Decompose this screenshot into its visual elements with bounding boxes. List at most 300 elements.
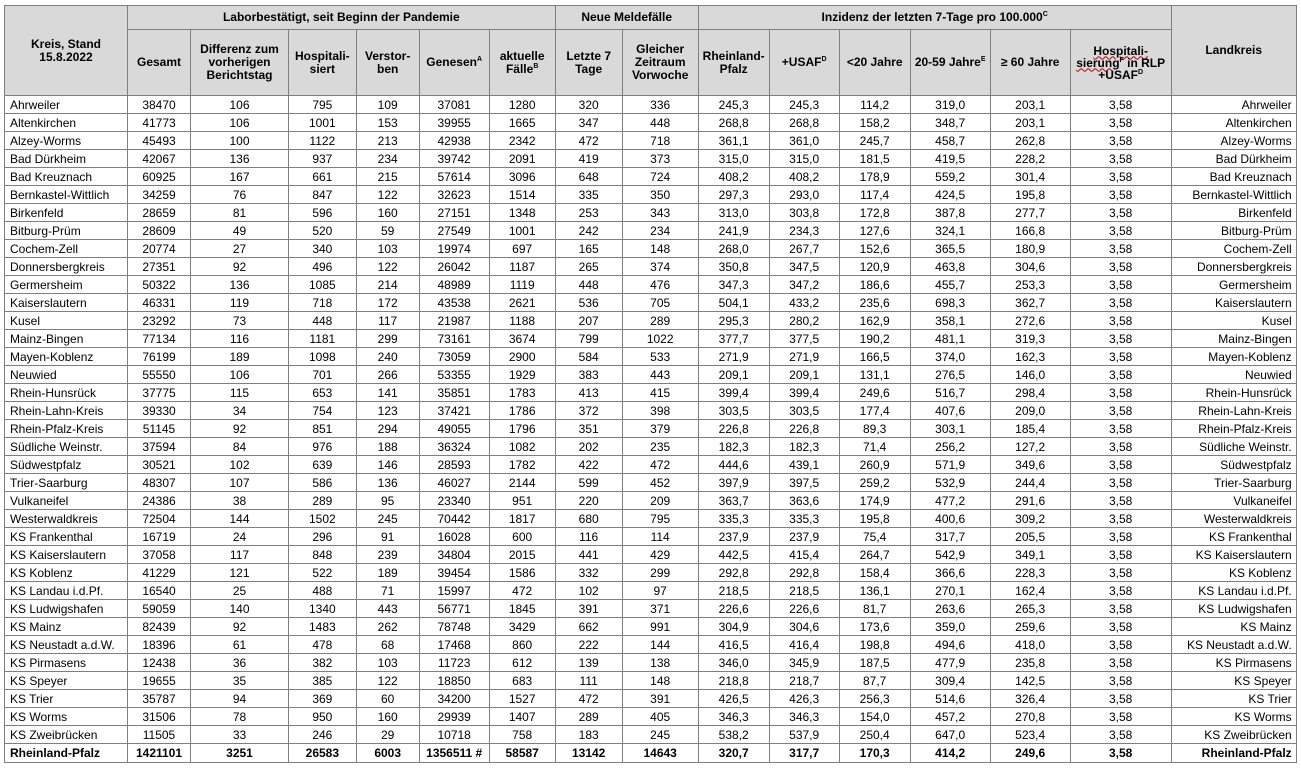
table-body	[5, 96, 1297, 763]
cell-gesamt: 37775	[128, 384, 191, 402]
cell-aktuelle: 1188	[489, 312, 555, 330]
cell-rlp: 361,1	[698, 132, 769, 150]
genesen-sup: A	[476, 56, 483, 63]
cell-hospitalisierung: 3,58	[1070, 258, 1171, 276]
cell-u20: 154,0	[839, 708, 910, 726]
cell-j2059: 358,1	[910, 312, 990, 330]
cell-letzte7: 351	[555, 420, 622, 438]
cell-hospitalisiert: 246	[289, 726, 357, 744]
cell-usaf: 346,3	[769, 708, 839, 726]
table-row	[5, 456, 1297, 474]
cell-j2059: 481,1	[910, 330, 990, 348]
cell-rlp: 426,5	[698, 690, 769, 708]
cell-j2059: 319,0	[910, 96, 990, 114]
cell-differenz: 25	[191, 582, 289, 600]
cell-differenz: 38	[191, 492, 289, 510]
cell-genesen: 37421	[419, 402, 489, 420]
cell-aktuelle: 2015	[489, 546, 555, 564]
cell-letzte7: 472	[555, 132, 622, 150]
cell-rlp: 538,2	[698, 726, 769, 744]
cell-hospitalisierung: 3,58	[1070, 636, 1171, 654]
cell-differenz: 117	[191, 546, 289, 564]
cell-aktuelle: 58587	[489, 744, 555, 763]
cell-gesamt: 60925	[128, 168, 191, 186]
cell-gesamt: 82439	[128, 618, 191, 636]
cell-gleicher: 1022	[622, 330, 698, 348]
cell-j2059: 387,8	[910, 204, 990, 222]
cell-hospitalisierung: 3,58	[1070, 726, 1171, 744]
cell-differenz: 49	[191, 222, 289, 240]
cell-hospitalisiert: 1122	[289, 132, 357, 150]
cell-usaf: 347,5	[769, 258, 839, 276]
cell-hospitalisiert: 701	[289, 366, 357, 384]
cell-landkreis: Bernkastel-Wittlich	[1171, 186, 1296, 204]
cell-genesen: 70442	[419, 510, 489, 528]
cell-genesen: 39454	[419, 564, 489, 582]
header-gesamt: Gesamt	[128, 30, 191, 96]
cell-usaf: 304,6	[769, 618, 839, 636]
cell-hospitalisiert: 1502	[289, 510, 357, 528]
cell-hospitalisierung: 3,58	[1070, 420, 1171, 438]
cell-landkreis: Südwestpfalz	[1171, 456, 1296, 474]
table-row	[5, 726, 1297, 744]
cell-verstorben: 160	[356, 708, 419, 726]
cell-aktuelle: 1586	[489, 564, 555, 582]
cell-aktuelle: 1796	[489, 420, 555, 438]
cell-usaf: 433,2	[769, 294, 839, 312]
cell-landkreis: Rhein-Lahn-Kreis	[1171, 402, 1296, 420]
cell-differenz: 102	[191, 456, 289, 474]
header-verstorben: Verstor- ben	[356, 30, 419, 96]
cell-differenz: 27	[191, 240, 289, 258]
cell-kreis: Westerwaldkreis	[5, 510, 128, 528]
cell-rlp: 408,2	[698, 168, 769, 186]
cell-kreis: Birkenfeld	[5, 204, 128, 222]
cell-landkreis: KS Zweibrücken	[1171, 726, 1296, 744]
cell-gesamt: 48307	[128, 474, 191, 492]
cell-differenz: 73	[191, 312, 289, 330]
cell-gleicher: 343	[622, 204, 698, 222]
inzidenz-label: Inzidenz der letzten 7-Tage pro 100.000	[821, 10, 1043, 24]
cell-genesen: 1356511 #	[419, 744, 489, 763]
cell-j2059: 365,5	[910, 240, 990, 258]
cell-aktuelle: 1929	[489, 366, 555, 384]
cell-rlp: 218,8	[698, 672, 769, 690]
table-container	[4, 5, 1297, 763]
cell-verstorben: 91	[356, 528, 419, 546]
cell-gesamt: 41773	[128, 114, 191, 132]
cell-j2059: 477,9	[910, 654, 990, 672]
header-hospitalisiert: Hospitali- siert	[289, 30, 357, 96]
cell-aktuelle: 2091	[489, 150, 555, 168]
cell-verstorben: 245	[356, 510, 419, 528]
table-row	[5, 312, 1297, 330]
cell-letzte7: 372	[555, 402, 622, 420]
cell-hospitalisierung: 3,58	[1070, 204, 1171, 222]
cell-rlp: 303,5	[698, 402, 769, 420]
cell-landkreis: Rhein-Hunsrück	[1171, 384, 1296, 402]
hosp-b-sup: F	[1119, 56, 1124, 64]
cell-landkreis: Birkenfeld	[1171, 204, 1296, 222]
cell-u20: 187,5	[839, 654, 910, 672]
cell-verstorben: 95	[356, 492, 419, 510]
cell-u20: 181,5	[839, 150, 910, 168]
cell-genesen: 16028	[419, 528, 489, 546]
header-gleicher: Gleicher Zeitraum Vorwoche	[622, 30, 698, 96]
cell-landkreis: Mayen-Koblenz	[1171, 348, 1296, 366]
header-group-inzidenz	[698, 6, 1171, 30]
cell-genesen: 36324	[419, 438, 489, 456]
cell-kreis: KS Koblenz	[5, 564, 128, 582]
cell-letzte7: 648	[555, 168, 622, 186]
cell-u20: 260,9	[839, 456, 910, 474]
cell-rlp: 350,8	[698, 258, 769, 276]
cell-j2059: 303,1	[910, 420, 990, 438]
cell-verstorben: 103	[356, 240, 419, 258]
cell-usaf: 377,5	[769, 330, 839, 348]
cell-verstorben: 160	[356, 204, 419, 222]
header-differenz: Differenz zum vorherigen Berichtstag	[191, 30, 289, 96]
cell-genesen: 27151	[419, 204, 489, 222]
cell-kreis: Südwestpfalz	[5, 456, 128, 474]
cell-verstorben: 122	[356, 186, 419, 204]
cell-usaf: 292,8	[769, 564, 839, 582]
cell-rlp: 397,9	[698, 474, 769, 492]
cell-landkreis: Südliche Weinstr.	[1171, 438, 1296, 456]
cell-differenz: 106	[191, 114, 289, 132]
cell-aktuelle: 2900	[489, 348, 555, 366]
cell-gleicher: 148	[622, 672, 698, 690]
cell-j2059: 256,2	[910, 438, 990, 456]
cell-genesen: 37081	[419, 96, 489, 114]
cell-verstorben: 71	[356, 582, 419, 600]
cell-hospitalisierung: 3,58	[1070, 294, 1171, 312]
cell-rlp: 271,9	[698, 348, 769, 366]
cell-aktuelle: 2621	[489, 294, 555, 312]
cell-u20: 259,2	[839, 474, 910, 492]
cell-hospitalisierung: 3,58	[1070, 510, 1171, 528]
cell-usaf: 209,1	[769, 366, 839, 384]
cell-hospitalisiert: 26583	[289, 744, 357, 763]
cell-hospitalisiert: 488	[289, 582, 357, 600]
cell-gesamt: 23292	[128, 312, 191, 330]
cell-usaf: 315,0	[769, 150, 839, 168]
cell-j2059: 424,5	[910, 186, 990, 204]
cell-gleicher: 336	[622, 96, 698, 114]
table-row	[5, 528, 1297, 546]
cell-rlp: 245,3	[698, 96, 769, 114]
cell-kreis: Rheinland-Pfalz	[5, 744, 128, 763]
cell-u20: 177,4	[839, 402, 910, 420]
cell-kreis: Vulkaneifel	[5, 492, 128, 510]
cell-aktuelle: 3674	[489, 330, 555, 348]
cell-differenz: 34	[191, 402, 289, 420]
cell-usaf: 415,4	[769, 546, 839, 564]
cell-gesamt: 50322	[128, 276, 191, 294]
cell-gleicher: 452	[622, 474, 698, 492]
cell-usaf: 397,5	[769, 474, 839, 492]
cell-gesamt: 27351	[128, 258, 191, 276]
cell-gesamt: 28609	[128, 222, 191, 240]
cell-g60: 195,8	[990, 186, 1070, 204]
cell-g60: 244,4	[990, 474, 1070, 492]
cell-usaf: 361,0	[769, 132, 839, 150]
cell-u20: 186,6	[839, 276, 910, 294]
cell-usaf: 237,9	[769, 528, 839, 546]
cell-u20: 195,8	[839, 510, 910, 528]
cell-u20: 117,4	[839, 186, 910, 204]
table-row	[5, 96, 1297, 114]
cell-j2059: 366,6	[910, 564, 990, 582]
cell-differenz: 140	[191, 600, 289, 618]
header-u20: <20 Jahre	[839, 30, 910, 96]
cell-gesamt: 18396	[128, 636, 191, 654]
cell-landkreis: Rhein-Pfalz-Kreis	[1171, 420, 1296, 438]
cell-kreis: Mayen-Koblenz	[5, 348, 128, 366]
cell-verstorben: 141	[356, 384, 419, 402]
cell-hospitalisierung: 3,58	[1070, 132, 1171, 150]
table-row	[5, 204, 1297, 222]
cell-usaf: 399,4	[769, 384, 839, 402]
cell-u20: 170,3	[839, 744, 910, 763]
cell-verstorben: 234	[356, 150, 419, 168]
cell-kreis: Trier-Saarburg	[5, 474, 128, 492]
cell-g60: 523,4	[990, 726, 1070, 744]
cell-j2059: 414,2	[910, 744, 990, 763]
cell-hospitalisierung: 3,58	[1070, 366, 1171, 384]
cell-j2059: 477,2	[910, 492, 990, 510]
cell-usaf: 363,6	[769, 492, 839, 510]
cell-verstorben: 262	[356, 618, 419, 636]
cell-verstorben: 213	[356, 132, 419, 150]
cell-hospitalisiert: 369	[289, 690, 357, 708]
cell-aktuelle: 1001	[489, 222, 555, 240]
cell-differenz: 100	[191, 132, 289, 150]
cell-verstorben: 6003	[356, 744, 419, 763]
cell-gesamt: 38470	[128, 96, 191, 114]
cell-g60: 319,3	[990, 330, 1070, 348]
table-row	[5, 186, 1297, 204]
cell-differenz: 136	[191, 276, 289, 294]
cell-kreis: Ahrweiler	[5, 96, 128, 114]
cell-hospitalisierung: 3,58	[1070, 222, 1171, 240]
cell-j2059: 359,0	[910, 618, 990, 636]
cell-kreis: Altenkirchen	[5, 114, 128, 132]
cell-g60: 249,6	[990, 744, 1070, 763]
cell-g60: 304,6	[990, 258, 1070, 276]
cell-letzte7: 220	[555, 492, 622, 510]
cell-aktuelle: 1817	[489, 510, 555, 528]
cell-kreis: Cochem-Zell	[5, 240, 128, 258]
cell-hospitalisiert: 639	[289, 456, 357, 474]
cell-j2059: 263,6	[910, 600, 990, 618]
cell-hospitalisierung: 3,58	[1070, 438, 1171, 456]
cell-hospitalisiert: 661	[289, 168, 357, 186]
cell-differenz: 92	[191, 258, 289, 276]
cell-letzte7: 320	[555, 96, 622, 114]
cell-hospitalisiert: 522	[289, 564, 357, 582]
cell-genesen: 15997	[419, 582, 489, 600]
table-row	[5, 672, 1297, 690]
cell-letzte7: 253	[555, 204, 622, 222]
cell-usaf: 439,1	[769, 456, 839, 474]
cell-rlp: 226,6	[698, 600, 769, 618]
cell-gesamt: 55550	[128, 366, 191, 384]
cell-gesamt: 19655	[128, 672, 191, 690]
cell-gleicher: 415	[622, 384, 698, 402]
cell-genesen: 43538	[419, 294, 489, 312]
cell-usaf: 182,3	[769, 438, 839, 456]
cell-hospitalisierung: 3,58	[1070, 276, 1171, 294]
cell-g60: 253,3	[990, 276, 1070, 294]
cell-u20: 174,9	[839, 492, 910, 510]
cell-g60: 142,5	[990, 672, 1070, 690]
cell-verstorben: 59	[356, 222, 419, 240]
cell-verstorben: 172	[356, 294, 419, 312]
header-landkreis: Landkreis	[1171, 6, 1296, 96]
cell-u20: 190,2	[839, 330, 910, 348]
cell-genesen: 39955	[419, 114, 489, 132]
cell-kreis: Kusel	[5, 312, 128, 330]
j2059-sup: E	[980, 56, 986, 63]
cell-gleicher: 144	[622, 636, 698, 654]
cell-hospitalisiert: 718	[289, 294, 357, 312]
cell-genesen: 11723	[419, 654, 489, 672]
header-g60: ≥ 60 Jahre	[990, 30, 1070, 96]
table-row	[5, 420, 1297, 438]
cell-letzte7: 207	[555, 312, 622, 330]
cell-hospitalisiert: 496	[289, 258, 357, 276]
cell-gleicher: 718	[622, 132, 698, 150]
cell-verstorben: 299	[356, 330, 419, 348]
cell-differenz: 81	[191, 204, 289, 222]
cell-hospitalisiert: 950	[289, 708, 357, 726]
header-usaf	[769, 30, 839, 96]
cell-j2059: 458,7	[910, 132, 990, 150]
cell-rlp: 292,8	[698, 564, 769, 582]
cell-gesamt: 76199	[128, 348, 191, 366]
cell-genesen: 23340	[419, 492, 489, 510]
cell-letzte7: 116	[555, 528, 622, 546]
cell-genesen: 73059	[419, 348, 489, 366]
cell-landkreis: KS Frankenthal	[1171, 528, 1296, 546]
cell-kreis: KS Pirmasens	[5, 654, 128, 672]
cell-hospitalisiert: 847	[289, 186, 357, 204]
cell-genesen: 34200	[419, 690, 489, 708]
table-row	[5, 438, 1297, 456]
cell-gleicher: 379	[622, 420, 698, 438]
cell-landkreis: KS Trier	[1171, 690, 1296, 708]
cell-landkreis: Rheinland-Pfalz	[1171, 744, 1296, 763]
table-row	[5, 258, 1297, 276]
cell-usaf: 317,7	[769, 744, 839, 763]
cell-g60: 272,6	[990, 312, 1070, 330]
cell-genesen: 57614	[419, 168, 489, 186]
cell-genesen: 49055	[419, 420, 489, 438]
cell-gesamt: 16719	[128, 528, 191, 546]
cell-rlp: 346,3	[698, 708, 769, 726]
cell-hospitalisierung: 3,58	[1070, 150, 1171, 168]
cell-differenz: 94	[191, 690, 289, 708]
cell-letzte7: 139	[555, 654, 622, 672]
cell-letzte7: 536	[555, 294, 622, 312]
cell-j2059: 270,1	[910, 582, 990, 600]
cell-u20: 172,8	[839, 204, 910, 222]
cell-hospitalisierung: 3,58	[1070, 492, 1171, 510]
cell-j2059: 698,3	[910, 294, 990, 312]
cell-g60: 291,6	[990, 492, 1070, 510]
hosp-a: Hospitali-	[1093, 43, 1148, 58]
cell-differenz: 121	[191, 564, 289, 582]
cell-landkreis: Westerwaldkreis	[1171, 510, 1296, 528]
cell-kreis: Donnersbergkreis	[5, 258, 128, 276]
total-row	[5, 744, 1297, 763]
cell-aktuelle: 3096	[489, 168, 555, 186]
table-row	[5, 654, 1297, 672]
cell-genesen: 53355	[419, 366, 489, 384]
cell-g60: 162,3	[990, 348, 1070, 366]
cell-rlp: 399,4	[698, 384, 769, 402]
cell-g60: 277,7	[990, 204, 1070, 222]
cell-rlp: 363,7	[698, 492, 769, 510]
cell-landkreis: KS Koblenz	[1171, 564, 1296, 582]
cell-rlp: 347,3	[698, 276, 769, 294]
cell-usaf: 234,3	[769, 222, 839, 240]
cell-letzte7: 419	[555, 150, 622, 168]
cell-verstorben: 215	[356, 168, 419, 186]
cell-usaf: 218,5	[769, 582, 839, 600]
cell-hospitalisiert: 596	[289, 204, 357, 222]
cell-j2059: 309,4	[910, 672, 990, 690]
cell-rlp: 268,0	[698, 240, 769, 258]
cell-hospitalisierung: 3,58	[1070, 168, 1171, 186]
cell-gleicher: 472	[622, 456, 698, 474]
cell-rlp: 442,5	[698, 546, 769, 564]
cell-kreis: KS Kaiserslautern	[5, 546, 128, 564]
cell-kreis: KS Mainz	[5, 618, 128, 636]
table-row	[5, 600, 1297, 618]
cell-rlp: 335,3	[698, 510, 769, 528]
cell-gesamt: 59059	[128, 600, 191, 618]
cell-usaf: 416,4	[769, 636, 839, 654]
cell-gesamt: 42067	[128, 150, 191, 168]
cell-gleicher: 398	[622, 402, 698, 420]
cell-genesen: 29939	[419, 708, 489, 726]
cell-rlp: 297,3	[698, 186, 769, 204]
cell-hospitalisiert: 1098	[289, 348, 357, 366]
cell-usaf: 267,7	[769, 240, 839, 258]
cell-letzte7: 441	[555, 546, 622, 564]
cell-letzte7: 332	[555, 564, 622, 582]
table-row	[5, 168, 1297, 186]
cell-differenz: 92	[191, 618, 289, 636]
cell-differenz: 78	[191, 708, 289, 726]
cell-aktuelle: 2342	[489, 132, 555, 150]
cell-rlp: 377,7	[698, 330, 769, 348]
cell-rlp: 226,8	[698, 420, 769, 438]
cell-gesamt: 20774	[128, 240, 191, 258]
header-kreis-stand: Kreis, Stand 15.8.2022	[5, 6, 128, 96]
cell-j2059: 419,5	[910, 150, 990, 168]
inzidenz-sup: C	[1042, 11, 1048, 18]
cell-genesen: 42938	[419, 132, 489, 150]
cell-landkreis: Kusel	[1171, 312, 1296, 330]
cell-hospitalisierung: 3,58	[1070, 672, 1171, 690]
cell-aktuelle: 1280	[489, 96, 555, 114]
cell-landkreis: Bitburg-Prüm	[1171, 222, 1296, 240]
cell-u20: 235,6	[839, 294, 910, 312]
cell-differenz: 167	[191, 168, 289, 186]
